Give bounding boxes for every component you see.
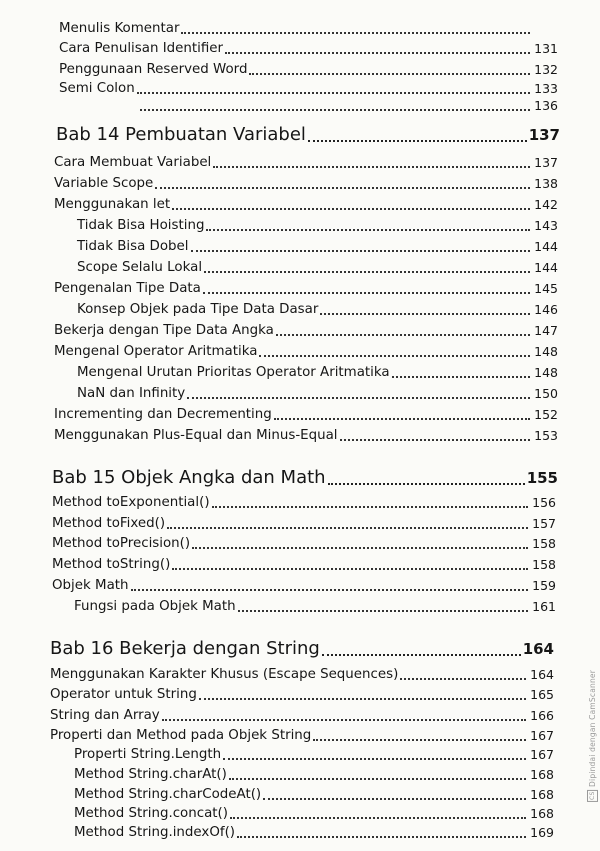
toc-subentry[interactable] (74, 805, 554, 823)
leader-dots (259, 355, 530, 357)
toc-entry-label: Method String.indexOf() (74, 825, 236, 840)
toc-entry-page: 161 (532, 599, 556, 614)
toc-entry[interactable] (52, 515, 556, 533)
toc-subentry[interactable] (74, 598, 556, 616)
leader-dots (230, 817, 526, 819)
toc-entry-label: Method toExponential() (52, 495, 210, 510)
toc-entry-label: Bekerja dengan Tipe Data Angka (54, 323, 274, 338)
chapter-heading-bab-14[interactable] (56, 123, 560, 147)
camscanner-logo-icon: CS (589, 791, 596, 800)
toc-entry-page: 152 (534, 407, 558, 422)
toc-subentry[interactable] (77, 238, 558, 256)
toc-entry-label: Scope Selalu Lokal (77, 260, 203, 275)
toc-entry-page: 132 (534, 62, 558, 77)
toc-entry-label: Mengenal Operator Aritmatika (54, 344, 258, 359)
toc-entry-page: 168 (530, 787, 554, 802)
toc-entry[interactable] (52, 494, 556, 512)
toc-entry-page: 138 (534, 176, 558, 191)
toc-entry-page: 131 (534, 41, 558, 56)
toc-entry-page: 158 (532, 536, 556, 551)
chapter-title: Bab 16 Bekerja dengan String (50, 638, 320, 659)
toc-entry-label: Menggunakan let (54, 197, 171, 212)
leader-dots (191, 250, 530, 252)
leader-dots (308, 140, 527, 142)
chapter-page: 137 (528, 126, 560, 144)
toc-entry[interactable] (54, 175, 558, 193)
leader-dots (162, 719, 526, 721)
toc-entry-page: 153 (534, 428, 558, 443)
toc-subentry[interactable] (77, 259, 558, 277)
leader-dots (187, 397, 530, 399)
toc-entry-label: Method String.charAt() (74, 767, 227, 782)
toc-entry-label: Menggunakan Karakter Khusus (Escape Sequences) (50, 667, 399, 682)
toc-entry-page: 142 (534, 197, 558, 212)
toc-entry-page: 144 (534, 239, 558, 254)
leader-dots (137, 92, 530, 94)
toc-entry-label: Cara Penulisan Identifier (59, 41, 224, 56)
toc-subentry[interactable] (77, 385, 558, 403)
leader-dots (322, 654, 521, 656)
toc-entry-label: Objek Math (52, 578, 129, 593)
toc-entry-label: Tidak Bisa Hoisting (77, 218, 205, 233)
toc-subentry[interactable] (74, 766, 554, 784)
toc-entry[interactable] (59, 40, 558, 58)
toc-entry[interactable] (52, 577, 556, 595)
toc-entry[interactable] (54, 280, 558, 298)
toc-entry[interactable] (54, 427, 558, 445)
leader-dots (238, 610, 528, 612)
toc-entry-page: 165 (530, 687, 554, 702)
toc-entry[interactable] (50, 727, 554, 745)
leader-dots (263, 798, 526, 800)
leader-dots (249, 73, 530, 75)
toc-entry-label: Mengenal Urutan Prioritas Operator Aritmatika (77, 365, 390, 380)
toc-entry-label: Operator untuk String (50, 687, 197, 702)
toc-entry-page: 137 (534, 155, 558, 170)
toc-entry-page: 158 (532, 557, 556, 572)
leader-dots (225, 52, 530, 54)
toc-entry-page: 168 (530, 806, 554, 821)
chapter-title: Bab 14 Pembuatan Variabel (56, 124, 306, 145)
chapter-heading-bab-15[interactable] (52, 466, 558, 490)
leader-dots (274, 418, 530, 420)
toc-entry-page: 164 (530, 667, 554, 682)
leader-dots (213, 166, 530, 168)
toc-subentry[interactable] (77, 301, 558, 319)
toc-subentry[interactable] (77, 364, 558, 382)
toc-entry-label: Penggunaan Reserved Word (59, 62, 248, 77)
toc-entry-label: Method toPrecision() (52, 536, 191, 551)
toc-entry[interactable] (59, 80, 558, 98)
toc-subentry[interactable] (74, 786, 554, 804)
leader-dots (140, 109, 530, 111)
toc-entry[interactable] (54, 196, 558, 214)
scanner-watermark (587, 670, 598, 805)
toc-entry-label: Tidak Bisa Dobel (77, 239, 189, 254)
toc-entry-page: 166 (530, 708, 554, 723)
watermark-text: Dipindai dengan CamScanner (588, 670, 597, 787)
toc-entry-page: 148 (534, 365, 558, 380)
toc-entry-label: Properti dan Method pada Objek String (50, 728, 312, 743)
leader-dots (206, 229, 530, 231)
toc-entry[interactable] (138, 97, 558, 115)
leader-dots (212, 506, 528, 508)
leader-dots (167, 527, 528, 529)
toc-entry-page: 159 (532, 578, 556, 593)
toc-entry-label: Properti String.Length (74, 747, 222, 762)
toc-entry[interactable] (54, 343, 558, 361)
leader-dots (313, 739, 526, 741)
leader-dots (203, 292, 530, 294)
toc-entry-page: 168 (530, 767, 554, 782)
toc-subentry[interactable] (74, 824, 554, 842)
leader-dots (392, 376, 530, 378)
toc-entry-page: 144 (534, 260, 558, 275)
leader-dots (172, 208, 530, 210)
toc-entry-page: 167 (530, 728, 554, 743)
toc-entry-label: Pengenalan Tipe Data (54, 281, 201, 296)
toc-entry-page: 150 (534, 386, 558, 401)
toc-entry-label: String dan Array (50, 708, 160, 723)
leader-dots (199, 698, 526, 700)
toc-entry-label: Semi Colon (59, 81, 135, 96)
toc-entry-label: Menulis Komentar (59, 21, 180, 36)
toc-entry-page: 136 (534, 98, 558, 113)
chapter-page: 164 (522, 640, 554, 658)
toc-entry-page: 156 (532, 495, 556, 510)
toc-entry-label: Menggunakan Plus-Equal dan Minus-Equal (54, 428, 338, 443)
toc-entry-page: 167 (530, 747, 554, 762)
toc-entry-page: 143 (534, 218, 558, 233)
toc-entry-label: Variable Scope (54, 176, 154, 191)
toc-entry[interactable] (52, 556, 556, 574)
toc-entry-label: Konsep Objek pada Tipe Data Dasar (77, 302, 319, 317)
toc-entry-label: Method toString() (52, 557, 171, 572)
toc-entry[interactable] (50, 686, 554, 704)
toc-entry[interactable] (50, 666, 554, 684)
toc-entry-page: 169 (530, 825, 554, 840)
toc-entry-label: Fungsi pada Objek Math (74, 599, 236, 614)
toc-entry-page: 146 (534, 302, 558, 317)
toc-entry-label: Cara Membuat Variabel (54, 155, 212, 170)
leader-dots (172, 568, 528, 570)
toc-entry[interactable] (59, 61, 558, 79)
leader-dots (328, 483, 525, 485)
toc-entry[interactable] (54, 154, 558, 172)
toc-entry[interactable] (54, 322, 558, 340)
leader-dots (229, 778, 526, 780)
leader-dots (223, 758, 526, 760)
leader-dots (276, 334, 530, 336)
toc-entry-label: Method toFixed() (52, 516, 166, 531)
toc-subentry[interactable] (77, 217, 558, 235)
toc-subentry[interactable] (74, 746, 554, 764)
toc-entry[interactable] (50, 707, 554, 725)
leader-dots (192, 547, 528, 549)
leader-dots (237, 836, 526, 838)
toc-entry[interactable] (52, 535, 556, 553)
toc-entry-label: NaN dan Infinity (77, 386, 186, 401)
leader-dots (320, 313, 530, 315)
leader-dots (204, 271, 530, 273)
toc-entry-page: 145 (534, 281, 558, 296)
leader-dots (155, 187, 530, 189)
leader-dots (400, 678, 526, 680)
toc-entry[interactable] (59, 20, 558, 38)
chapter-title: Bab 15 Objek Angka dan Math (52, 467, 326, 488)
toc-entry-label: Incrementing dan Decrementing (54, 407, 272, 422)
toc-entry-page: 157 (532, 516, 556, 531)
chapter-page: 155 (526, 469, 558, 487)
leader-dots (131, 589, 528, 591)
leader-dots (340, 439, 530, 441)
toc-entry[interactable] (54, 406, 558, 424)
toc-entry-page: 133 (534, 81, 558, 96)
toc-entry-label: Method String.concat() (74, 806, 229, 821)
chapter-heading-bab-16[interactable] (50, 637, 554, 661)
toc-entry-page: 147 (534, 323, 558, 338)
toc-entry-page: 148 (534, 344, 558, 359)
toc-entry-label: Method String.charCodeAt() (74, 787, 262, 802)
leader-dots (181, 32, 530, 34)
